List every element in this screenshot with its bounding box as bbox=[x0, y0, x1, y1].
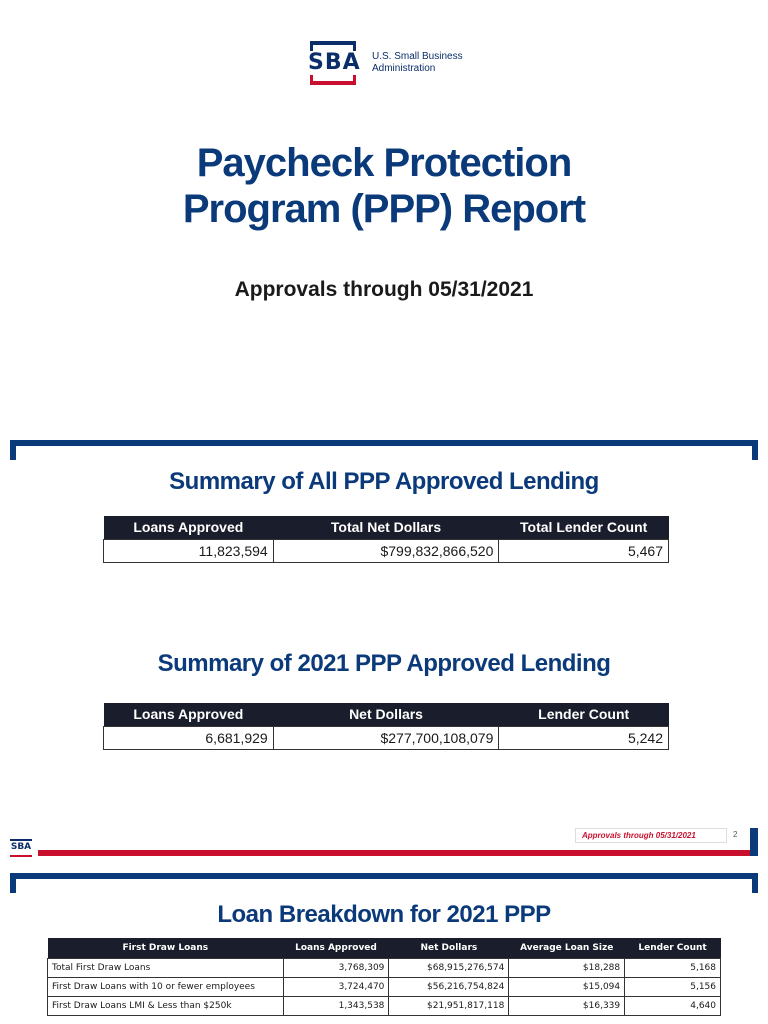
table-cell: $18,288 bbox=[509, 958, 625, 977]
table-cell: Total First Draw Loans bbox=[48, 958, 284, 977]
column-header: First Draw Loans bbox=[48, 938, 284, 958]
column-header: Total Net Dollars bbox=[273, 516, 499, 539]
table-header-row bbox=[104, 703, 669, 726]
table-cell: First Draw Loans LMI & Less than $250k bbox=[48, 996, 284, 1015]
sba-logo-text: U.S. Small Business Administration bbox=[372, 51, 463, 74]
sba-logo-letters: SBA bbox=[308, 50, 361, 75]
column-header: Loans Approved bbox=[283, 938, 389, 958]
table-header-row bbox=[104, 516, 669, 539]
table-cell: 4,640 bbox=[625, 996, 721, 1015]
report-subtitle: Approvals through 05/31/2021 bbox=[234, 278, 534, 301]
column-header: Net Dollars bbox=[389, 938, 509, 958]
table-cell: 1,343,538 bbox=[283, 996, 389, 1015]
table-cell: 5,467 bbox=[499, 539, 669, 562]
table-cell: 3,724,470 bbox=[283, 977, 389, 996]
slide-top-bracket bbox=[10, 873, 758, 879]
breakdown-title: Loan Breakdown for 2021 PPP bbox=[217, 901, 551, 928]
table-cell: $799,832,866,520 bbox=[273, 539, 499, 562]
table-cell: 6,681,929 bbox=[104, 726, 274, 749]
table-cell: $15,094 bbox=[509, 977, 625, 996]
slide-top-bracket bbox=[10, 440, 758, 446]
table-cell: $21,951,817,118 bbox=[389, 996, 509, 1015]
table-header-row bbox=[48, 938, 721, 958]
summary-all-title: Summary of All PPP Approved Lending bbox=[169, 468, 599, 495]
column-header: Net Dollars bbox=[273, 703, 499, 726]
report-title bbox=[0, 140, 768, 232]
column-header: Total Lender Count bbox=[499, 516, 669, 539]
table-cell: $16,339 bbox=[509, 996, 625, 1015]
table-cell: 3,768,309 bbox=[283, 958, 389, 977]
breakdown-table bbox=[47, 938, 721, 1016]
footer-blue-rule bbox=[750, 828, 758, 856]
table-cell: 5,156 bbox=[625, 977, 721, 996]
table-cell: 5,242 bbox=[499, 726, 669, 749]
table-cell: $56,216,754,824 bbox=[389, 977, 509, 996]
column-header: Lender Count bbox=[499, 703, 669, 726]
table-row bbox=[48, 958, 721, 977]
summary-2021-table bbox=[103, 703, 669, 750]
table-row bbox=[48, 996, 721, 1015]
footer-date-stamp: Approvals through 05/31/2021 bbox=[575, 828, 727, 843]
column-header: Loans Approved bbox=[104, 703, 274, 726]
report-title-line2: Program (PPP) Report bbox=[182, 187, 586, 231]
footer-red-rule bbox=[38, 850, 750, 856]
summary-all-table bbox=[103, 516, 669, 563]
table-cell: $68,915,276,574 bbox=[389, 958, 509, 977]
table-cell: 5,168 bbox=[625, 958, 721, 977]
footer-sba-logo bbox=[10, 839, 32, 857]
sba-logo-mark bbox=[308, 41, 361, 85]
table-cell: $277,700,108,079 bbox=[273, 726, 499, 749]
table-row bbox=[104, 539, 669, 562]
page-number: 2 bbox=[733, 830, 738, 839]
table-cell: 11,823,594 bbox=[104, 539, 274, 562]
table-cell: First Draw Loans with 10 or fewer employees bbox=[48, 977, 284, 996]
column-header: Loans Approved bbox=[104, 516, 274, 539]
table-row bbox=[48, 977, 721, 996]
column-header: Average Loan Size bbox=[509, 938, 625, 958]
report-title-line1: Paycheck Protection bbox=[196, 141, 572, 185]
footer-sba-letters: SBA bbox=[10, 842, 32, 852]
column-header: Lender Count bbox=[625, 938, 721, 958]
table-row bbox=[104, 726, 669, 749]
summary-2021-title: Summary of 2021 PPP Approved Lending bbox=[157, 650, 611, 677]
sba-logo bbox=[308, 41, 482, 85]
